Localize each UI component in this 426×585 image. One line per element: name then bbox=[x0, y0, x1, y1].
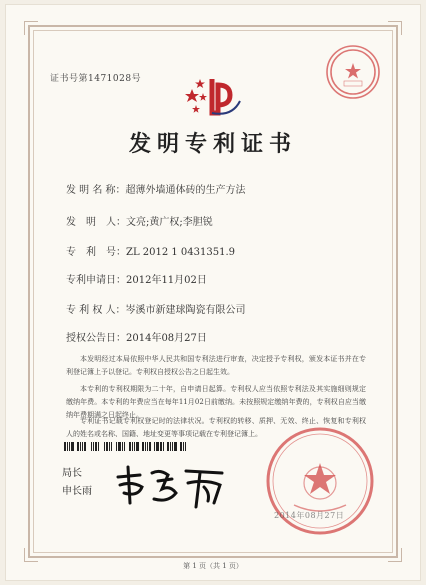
field-patent-number bbox=[66, 243, 235, 258]
barcode-bar bbox=[172, 442, 173, 451]
barcode-bar bbox=[180, 442, 182, 451]
field-value: 岑溪市新建球陶瓷有限公司 bbox=[125, 305, 246, 316]
barcode-bar bbox=[109, 442, 110, 451]
corner-ornament bbox=[24, 21, 38, 35]
field-label: 发 明 名 称： bbox=[66, 185, 126, 196]
field-patentee bbox=[66, 301, 246, 316]
field-grant-date bbox=[66, 329, 207, 344]
barcode-bar bbox=[118, 442, 121, 451]
barcode-bar bbox=[170, 442, 171, 451]
barcode-bar bbox=[167, 442, 169, 451]
barcode-bar bbox=[147, 442, 148, 451]
barcode-bar bbox=[122, 442, 123, 451]
barcode-bar bbox=[87, 442, 90, 451]
corner-ornament bbox=[24, 548, 38, 562]
field-value: 2012年11月02日 bbox=[126, 275, 207, 286]
barcode-bar bbox=[140, 442, 141, 451]
barcode-bar bbox=[178, 442, 179, 451]
barcode-bar bbox=[104, 442, 105, 451]
body-paragraph: 本发明经过本局依照中华人民共和国专利法进行审查，决定授予专利权，颁发本证书并在专利登记簿上予以登记。专利权自授权公告之日起生效。 bbox=[66, 355, 366, 376]
signatory-name: 申长雨 bbox=[62, 486, 92, 497]
field-value: 2014年08月27日 bbox=[126, 333, 207, 344]
handwritten-signature bbox=[110, 463, 230, 513]
certificate-title: 发明专利证书 bbox=[128, 131, 297, 157]
field-label: 专 利 号： bbox=[66, 247, 126, 258]
barcode-bar bbox=[154, 442, 155, 451]
barcode-bar bbox=[71, 442, 74, 451]
barcode-bar bbox=[129, 442, 131, 451]
corner-ornament bbox=[388, 21, 402, 35]
barcode-bar bbox=[134, 442, 135, 451]
field-value: 超薄外墙通体砖的生产方法 bbox=[125, 185, 246, 196]
barcode-bar bbox=[185, 442, 186, 451]
barcode-bar bbox=[149, 442, 151, 451]
barcode bbox=[64, 442, 234, 451]
field-label: 专利申请日： bbox=[66, 275, 126, 286]
body-paragraph: 本专利的专利权期限为二十年，自申请日起算。专利权人应当依照专利法及其实施细则规定缴纳年费。本专利的年费应当在每年11月02日前缴纳。未按照规定缴纳年费的，专利权自应当缴纳年费期满之日起终止。 bbox=[66, 385, 366, 419]
page-footer: 第 1 页（共 1 页） bbox=[183, 562, 243, 570]
barcode-bar bbox=[80, 442, 81, 451]
barcode-bar bbox=[91, 442, 92, 451]
barcode-bar bbox=[132, 442, 133, 451]
barcode-bar bbox=[113, 442, 115, 451]
barcode-bar bbox=[106, 442, 108, 451]
barcode-bar bbox=[160, 442, 162, 451]
barcode-bar bbox=[84, 442, 86, 451]
barcode-bar bbox=[163, 442, 164, 451]
barcode-bar bbox=[95, 442, 97, 451]
barcode-bar bbox=[64, 442, 66, 451]
barcode-bar bbox=[124, 442, 125, 451]
field-inventor bbox=[66, 213, 213, 228]
field-value: ZL 2012 1 0431351.9 bbox=[126, 247, 236, 258]
barcode-bar bbox=[69, 442, 70, 451]
field-application-date bbox=[66, 271, 207, 286]
signatory-title: 局长 bbox=[62, 468, 82, 479]
company-seal-icon bbox=[324, 43, 382, 101]
seal-date: 2014年08月27日 bbox=[274, 511, 345, 520]
certificate-page bbox=[6, 5, 420, 580]
barcode-bar bbox=[100, 442, 103, 451]
barcode-bar bbox=[156, 442, 159, 451]
body-paragraph: 专利证书记载专利权登记时的法律状况。专利权的转移、质押、无效、终止、恢复和专利权人的姓名或名称、国籍、地址变更等事项记载在专利登记簿上。 bbox=[66, 417, 366, 438]
patent-office-emblem-icon bbox=[182, 71, 246, 121]
field-label: 发 明 人： bbox=[66, 217, 126, 228]
barcode-bar bbox=[93, 442, 94, 451]
barcode-bar bbox=[111, 442, 112, 451]
barcode-bar bbox=[98, 442, 99, 451]
certificate-number: 证书号第1471028号 bbox=[50, 74, 142, 84]
barcode-bar bbox=[152, 442, 153, 451]
field-invention-name bbox=[66, 181, 246, 196]
field-value: 文亮;黄广权;李胆锐 bbox=[126, 217, 213, 228]
field-label: 专 利 权 人： bbox=[66, 305, 126, 316]
corner-ornament bbox=[388, 548, 402, 562]
barcode-bar bbox=[145, 442, 146, 451]
barcode-bar bbox=[75, 442, 76, 451]
barcode-bar bbox=[183, 442, 184, 451]
barcode-bar bbox=[116, 442, 117, 451]
barcode-bar bbox=[136, 442, 139, 451]
barcode-bar bbox=[126, 442, 128, 451]
barcode-bar bbox=[165, 442, 166, 451]
barcode-bar bbox=[142, 442, 144, 451]
barcode-bar bbox=[82, 442, 83, 451]
field-label: 授权公告日： bbox=[66, 333, 126, 344]
barcode-bar bbox=[174, 442, 177, 451]
barcode-bar bbox=[77, 442, 79, 451]
barcode-bar bbox=[67, 442, 68, 451]
